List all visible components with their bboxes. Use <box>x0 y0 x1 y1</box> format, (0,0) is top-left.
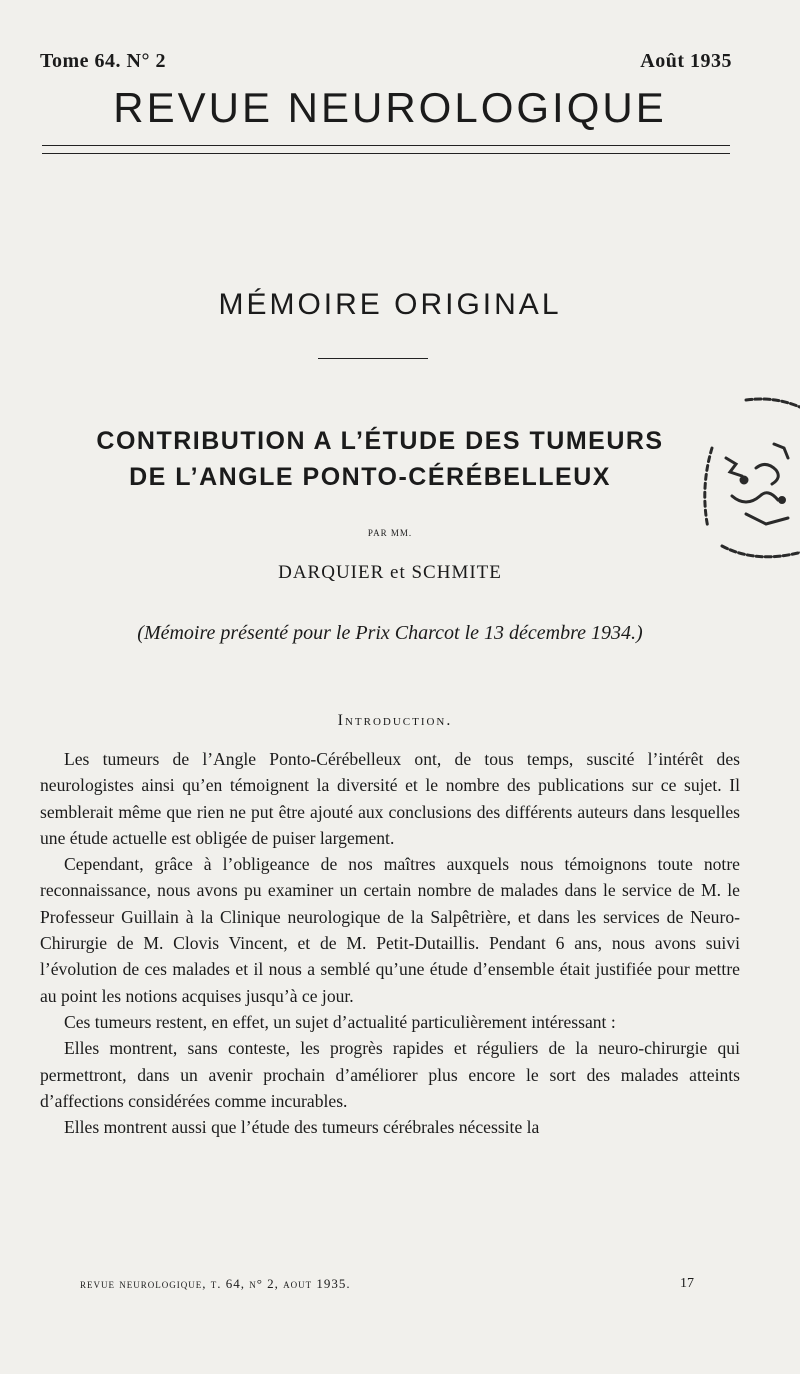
issue-number: Tome 64. N° 2 <box>40 50 166 72</box>
library-stamp-icon <box>686 388 800 576</box>
issue-date: Août 1935 <box>640 50 732 72</box>
section-title: MÉMOIRE ORIGINAL <box>218 288 562 321</box>
issue-header <box>40 50 732 73</box>
body-paragraph: Cependant, grâce à l’obligeance de nos maîtres auxquels nous témoignons toute notre reconnaissance, nous avons pu examiner un certain nombre de malades dans le service de M. le Professeur Guillain à la Clinique neurologique de la Salpêtrière, et dans les services de Neuro-Chirurgie de M. Clovis Vincent, et de M. Petit-Dutaillis. Pendant 6 ans, nous avons suivi l’évolution de ces malades et il nous a semblé qu’une étude d’ensemble était justifiée pour mettre au point les notions acquises jusqu’à ce jour. <box>40 854 740 1006</box>
body-paragraph: Ces tumeurs restent, en effet, un sujet d’actualité particulièrement intéressant : <box>64 1011 616 1032</box>
section-divider <box>318 358 428 359</box>
page-number: 17 <box>680 1276 694 1291</box>
article-authors: DARQUIER et SCHMITE <box>278 562 502 583</box>
intro-heading: Introduction. <box>337 712 453 729</box>
running-head: revue neurologique, t. 64, n° 2, aout 1935. <box>80 1276 351 1291</box>
header-rule-top <box>42 145 730 146</box>
journal-title: REVUE NEUROLOGIQUE <box>113 84 667 131</box>
body-paragraph: Elles montrent aussi que l’étude des tumeurs cérébrales nécessite la <box>64 1117 540 1138</box>
article-title-line-1: CONTRIBUTION A L’ÉTUDE DES TUMEURS <box>96 427 664 455</box>
article-body <box>40 746 740 1140</box>
body-paragraph: Elles montrent, sans conteste, les progrès rapides et réguliers de la neuro-chirurgie qui permettront, dans un avenir prochain d’améliorer plus encore le sort des malades atteints d’affections considérées comme incurables. <box>40 1038 740 1111</box>
article-title-line-2: DE L’ANGLE PONTO-CÉRÉBELLEUX <box>129 463 611 491</box>
body-paragraph: Les tumeurs de l’Angle Ponto-Cérébelleux ont, de tous temps, suscité l’intérêt des neurologistes ainsi qu’en témoignent la diversité et le nombre des publications sur ce sujet. Il semblerait même que rien ne put être ajouté aux conclusions des différents auteurs dans lesquelles une étude actuelle est obligée de puiser largement. <box>40 749 740 848</box>
article-note: (Mémoire présenté pour le Prix Charcot le 13 décembre 1934.) <box>137 622 643 644</box>
header-rule-bottom <box>42 153 730 154</box>
by-line-prefix: PAR MM. <box>367 528 413 538</box>
